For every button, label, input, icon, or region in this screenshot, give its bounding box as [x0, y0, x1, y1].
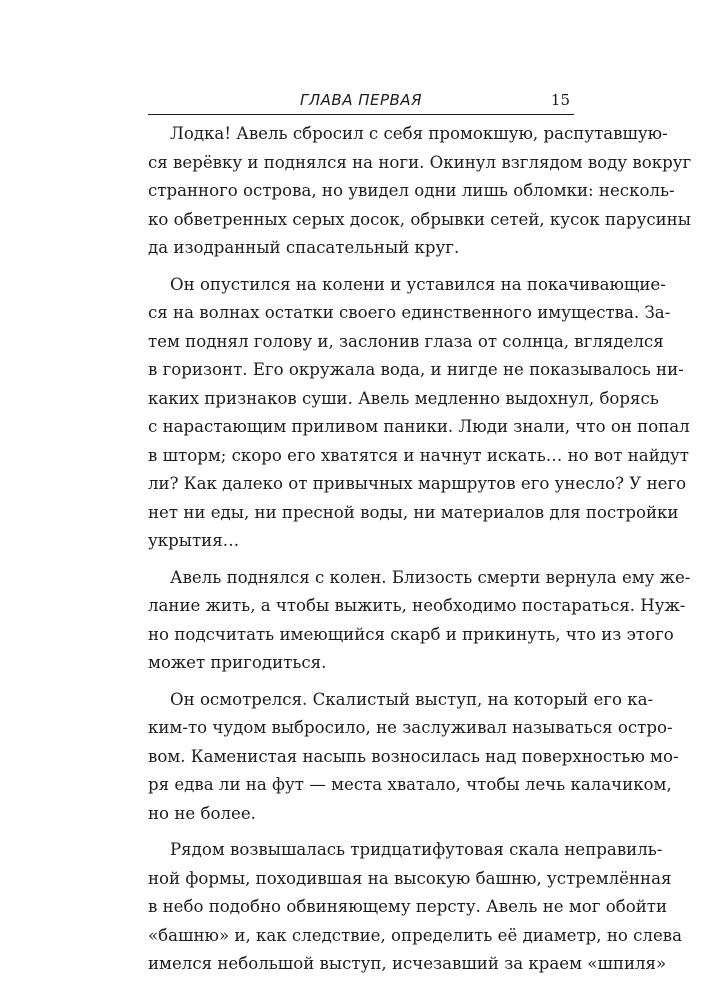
text-line: Лодка! Авель сбросил с себя промокшую, распутавшую- — [170, 124, 668, 143]
text-line: ря едва ли на фут — места хватало, чтобы лечь калачиком, — [148, 775, 672, 794]
paragraph — [148, 686, 679, 829]
text-line: ли? Как далеко от привычных маршрутов его унесло? У него — [148, 474, 687, 493]
body-text — [148, 120, 692, 979]
text-line: но подсчитать имеющийся скарб и прикинуть, что из этого — [148, 624, 674, 644]
text-line: ко обветренных серых досок, обрывки сетей, кусок парусины — [148, 209, 691, 229]
text-line: в шторм; скоро его хватятся и начнут искать… но вот найдут — [148, 445, 689, 465]
text-line: странного острова, но увидел одни лишь обломки: несколь- — [148, 181, 675, 200]
text-line: Авель поднялся с колен. Близость смерти вернула ему же- — [170, 567, 691, 587]
text-line: нет ни еды, ни пресной воды, ни материалов для постройки — [148, 502, 679, 522]
text-line: может пригодиться. — [148, 653, 327, 672]
text-line: ким-то чудом выбросило, не заслуживал называться остро- — [148, 718, 673, 737]
text-line: с нарастающим приливом паники. Люди знали, что он попал — [148, 417, 690, 436]
text-line: Рядом возвышалась тридцатифутовая скала неправиль- — [170, 840, 663, 859]
text-line: «башню» и, как следствие, определить её диаметр, но слева — [148, 925, 683, 945]
text-line: ной формы, походившая на высокую башню, устремлённая — [148, 868, 672, 888]
text-line: Он опустился на колени и уставился на покачивающие- — [170, 274, 666, 294]
text-line: в горизонт. Его окружала вода, и нигде не показывалось ни- — [148, 360, 684, 379]
text-line: укрытия… — [148, 531, 240, 550]
text-line: но не более. — [148, 803, 256, 823]
paragraph — [148, 836, 683, 979]
text-line: вом. Каменистая насыпь возносилась над поверхностью мо- — [148, 746, 679, 766]
text-line: каких признаков суши. Авель медленно выдохнул, борясь — [148, 388, 659, 408]
text-line: тем поднял голову и, заслонив глаза от солнца, вгляделся — [148, 331, 664, 351]
header-rule — [148, 114, 574, 115]
text-line: имелся небольшой выступ, исчезавший за краем «шпиля» — [148, 954, 667, 973]
text-line: в небо подобно обвиняющему персту. Авель не мог обойти — [148, 897, 668, 916]
text-line: да изодранный спасательный круг. — [148, 238, 460, 257]
chapter-title: ГЛАВА ПЕРВАЯ — [300, 91, 422, 109]
paragraph — [148, 271, 690, 556]
text-line: ся верёвку и поднялся на ноги. Окинул взглядом воду вокруг — [148, 152, 692, 172]
paragraph — [148, 120, 692, 263]
text-line: Он осмотрелся. Скалистый выступ, на который его ка- — [170, 689, 654, 709]
running-head — [148, 90, 574, 114]
text-line: лание жить, а чтобы выжить, необходимо постараться. Нуж- — [148, 596, 686, 615]
text-line: ся на волнах остатки своего единственного имущества. За- — [148, 303, 671, 322]
page-number: 15 — [550, 91, 570, 109]
paragraph — [148, 564, 691, 678]
